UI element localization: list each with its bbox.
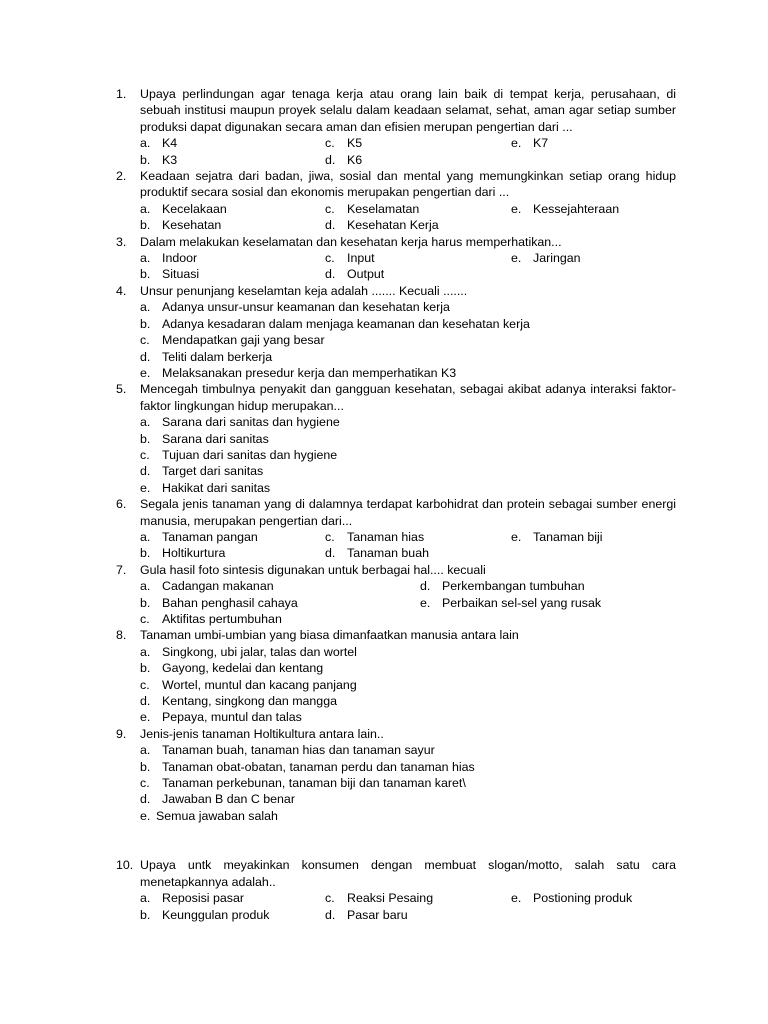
question-number: 6. — [116, 497, 127, 512]
question-7 — [116, 562, 676, 628]
question-row — [116, 283, 676, 299]
option-letter: b. — [140, 661, 151, 676]
question-row — [116, 627, 676, 643]
option-text: Tanaman obat-obatan, tanaman perdu dan tanaman hias — [162, 759, 475, 774]
question-4 — [116, 283, 676, 381]
answer-option — [140, 529, 325, 545]
question-10 — [116, 857, 676, 923]
option-text: Pasar baru — [347, 907, 408, 922]
option-text: Reaksi Pesaing — [347, 891, 434, 906]
option-letter: a. — [140, 136, 151, 151]
option-letter: c. — [140, 677, 150, 692]
option-letter: b. — [140, 546, 151, 561]
answer-option — [511, 250, 676, 266]
question-text: Upaya untk meyakinkan konsumen dengan membuat slogan/motto, salah satu cara menetapkannya adalah.. — [140, 858, 676, 889]
option-text: K6 — [347, 152, 363, 167]
answer-option — [140, 808, 676, 824]
question-text: Mencegah timbulnya penyakit dan gangguan kesehatan, sebagai akibat adanya interaksi faktor-faktor lingkungan hidup merupakan... — [140, 382, 676, 413]
option-text: Tanaman buah — [347, 546, 429, 561]
answer-option — [140, 217, 325, 233]
option-text: Holtikurtura — [162, 546, 226, 561]
option-text: Perkembangan tumbuhan — [442, 579, 585, 594]
question-number: 10. — [116, 858, 134, 873]
option-text: Keunggulan produk — [162, 907, 270, 922]
answer-option — [140, 250, 325, 266]
answer-option — [140, 299, 676, 315]
answer-option — [140, 480, 676, 496]
option-letter: a. — [140, 415, 151, 430]
option-letter: c. — [325, 201, 335, 216]
answer-option — [325, 135, 511, 151]
option-text: Tanaman hias — [347, 529, 425, 544]
option-letter: d. — [325, 218, 336, 233]
option-text: Wortel, muntul dan kacang panjang — [162, 677, 357, 692]
option-letter: e. — [511, 251, 522, 266]
question-row — [116, 381, 676, 414]
option-letter: b. — [140, 907, 151, 922]
option-letter: b. — [140, 316, 151, 331]
option-text: Kecelakaan — [162, 201, 227, 216]
option-text: Input — [347, 251, 375, 266]
question-text: Tanaman umbi-umbian yang biasa dimanfaatkan manusia antara lain — [140, 628, 519, 643]
question-number: 9. — [116, 726, 127, 741]
answer-option — [511, 890, 676, 906]
option-letter: a. — [140, 201, 151, 216]
question-2 — [116, 168, 676, 234]
option-text: Mendapatkan gaji yang besar — [162, 333, 325, 348]
answer-option — [325, 907, 511, 923]
answer-options — [140, 644, 676, 726]
answer-option — [511, 201, 676, 217]
answer-option — [325, 152, 511, 168]
option-letter: c. — [325, 891, 335, 906]
answer-option — [140, 545, 325, 561]
question-text: Keadaan sejatra dari badan, jiwa, sosial dan mental yang memungkinkan setiap orang hidup produktif secara sosial dan ekonomis merupakan pengertian dari ... — [140, 169, 676, 200]
option-text: Reposisi pasar — [162, 891, 244, 906]
option-text: Bahan penghasil cahaya — [162, 595, 298, 610]
option-letter: a. — [140, 743, 151, 758]
option-text: Singkong, ubi jalar, talas dan wortel — [162, 644, 357, 659]
option-letter: c. — [325, 251, 335, 266]
answer-option — [140, 135, 325, 151]
question-9 — [116, 726, 676, 824]
question-row — [116, 857, 676, 890]
option-letter: a. — [140, 300, 151, 315]
option-text: Melaksanakan presedur kerja dan memperhatikan K3 — [162, 365, 457, 380]
option-text: Jaringan — [533, 251, 581, 266]
answer-option — [140, 414, 676, 430]
answer-option — [511, 529, 676, 545]
option-letter: e. — [511, 529, 522, 544]
answer-option — [140, 266, 325, 282]
answer-option — [140, 759, 676, 775]
option-letter: b. — [140, 595, 151, 610]
option-text: K3 — [162, 152, 178, 167]
option-text: Jawaban B dan C benar — [162, 792, 295, 807]
option-letter: e. — [511, 891, 522, 906]
option-letter: e. — [511, 136, 522, 151]
option-letter: e. — [420, 595, 431, 610]
question-row — [116, 496, 676, 529]
option-text: Postioning produk — [533, 891, 633, 906]
question-text: Segala jenis tanaman yang di dalamnya terdapat karbohidrat dan protein sebagai sumber energi manusia, merupakan pengertian dari... — [140, 497, 676, 528]
answer-options — [140, 250, 676, 283]
answer-option — [140, 316, 676, 332]
question-row — [116, 726, 676, 742]
question-text: Upaya perlindungan agar tenaga kerja atau orang lain baik di tempat kerja, perusahaan, di sebuah institusi maupun proyek selalu dalam keadaan selamat, sehat, aman agar setiap sumber produksi dapat digunakan secara aman dan efisien merupan pengertian dari ... — [140, 87, 676, 134]
option-text: Output — [347, 267, 385, 282]
question-row — [116, 234, 676, 250]
answer-option — [325, 890, 511, 906]
answer-option — [140, 890, 325, 906]
option-letter: a. — [140, 891, 151, 906]
option-text: Aktifitas pertumbuhan — [162, 612, 282, 626]
option-letter: b. — [140, 759, 151, 774]
option-letter: d. — [140, 694, 151, 709]
question-text: Gula hasil foto sintesis digunakan untuk berbagai hal.... kecuali — [140, 562, 486, 577]
option-text: Kessejahteraan — [533, 201, 620, 216]
option-text: Tanaman buah, tanaman hias dan tanaman sayur — [162, 743, 435, 758]
question-number: 4. — [116, 283, 127, 298]
answer-option — [140, 349, 676, 365]
option-letter: b. — [140, 152, 151, 167]
question-number: 5. — [116, 382, 127, 397]
answer-option — [420, 578, 676, 594]
answer-option — [140, 693, 676, 709]
option-text: K7 — [533, 136, 549, 151]
option-text: Semua jawaban salah — [156, 808, 278, 823]
answer-option — [140, 709, 676, 725]
option-text: Tanaman perkebunan, tanaman biji dan tanaman karet\ — [162, 776, 466, 791]
question-number: 1. — [116, 87, 127, 101]
answer-option — [511, 135, 676, 151]
option-letter: d. — [140, 464, 151, 479]
answer-options — [140, 299, 676, 381]
option-text: Kesehatan — [162, 218, 222, 233]
option-letter: d. — [140, 792, 151, 807]
answer-option — [140, 677, 676, 693]
question-row — [116, 168, 676, 201]
option-letter: a. — [140, 579, 151, 594]
answer-option — [140, 775, 676, 791]
option-text: Hakikat dari sanitas — [162, 480, 271, 495]
option-text: Kentang, singkong dan mangga — [162, 694, 337, 709]
option-text: Indoor — [162, 251, 198, 266]
question-list — [116, 86, 676, 923]
option-letter: c. — [325, 529, 335, 544]
option-text: Gayong, kedelai dan kentang — [162, 661, 324, 676]
answer-option — [325, 529, 511, 545]
question-row — [116, 562, 676, 578]
answer-option — [140, 611, 420, 627]
question-number: 7. — [116, 562, 127, 577]
option-letter: a. — [140, 529, 151, 544]
answer-option — [325, 545, 511, 561]
answer-option — [140, 660, 676, 676]
answer-option — [140, 578, 420, 594]
option-letter: e. — [140, 480, 151, 495]
question-1 — [116, 86, 676, 168]
answer-options — [140, 414, 676, 496]
question-6 — [116, 496, 676, 562]
answer-option — [140, 365, 676, 381]
option-letter: e. — [140, 808, 151, 823]
answer-options — [140, 135, 676, 168]
option-text: Sarana dari sanitas — [162, 431, 269, 446]
option-text: Teliti dalam berkerja — [162, 349, 273, 364]
option-letter: e. — [140, 710, 151, 725]
option-text: Situasi — [162, 267, 200, 282]
answer-option — [140, 644, 676, 660]
answer-option — [140, 791, 676, 807]
question-text: Unsur penunjang keselamtan keja adalah ....... Kecuali ....... — [140, 283, 468, 298]
option-text: Tujuan dari sanitas dan hygiene — [162, 447, 338, 462]
answer-option — [140, 431, 676, 447]
option-letter: b. — [140, 218, 151, 233]
option-text: Target dari sanitas — [162, 464, 264, 479]
answer-options — [140, 578, 676, 627]
answer-options — [140, 890, 676, 923]
question-text: Jenis-jenis tanaman Holtikultura antara lain.. — [140, 726, 384, 741]
option-letter: b. — [140, 267, 151, 282]
option-text: Tanaman pangan — [162, 529, 258, 544]
question-3 — [116, 234, 676, 283]
answer-options — [140, 742, 676, 824]
answer-option — [140, 742, 676, 758]
option-text: Kesehatan Kerja — [347, 218, 439, 233]
option-letter: a. — [140, 644, 151, 659]
option-letter: c. — [325, 136, 335, 151]
option-text: Cadangan makanan — [162, 579, 274, 594]
option-text: Perbaikan sel-sel yang rusak — [442, 595, 602, 610]
answer-option — [325, 217, 511, 233]
question-number: 8. — [116, 628, 127, 643]
option-letter: d. — [325, 546, 336, 561]
answer-option — [325, 201, 511, 217]
option-letter: d. — [325, 267, 336, 282]
question-text: Dalam melakukan keselamatan dan kesehatan kerja harus memperhatikan... — [140, 234, 562, 249]
answer-option — [325, 266, 511, 282]
answer-option — [325, 250, 511, 266]
question-8 — [116, 627, 676, 725]
question-5 — [116, 381, 676, 496]
answer-option — [140, 201, 325, 217]
option-letter: d. — [140, 349, 151, 364]
answer-option — [420, 595, 676, 611]
option-letter: e. — [511, 201, 522, 216]
answer-option — [140, 332, 676, 348]
answer-options — [140, 529, 676, 562]
answer-option — [140, 447, 676, 463]
option-letter: b. — [140, 431, 151, 446]
answer-option — [140, 152, 325, 168]
option-letter: c. — [140, 333, 150, 348]
answer-option — [140, 595, 420, 611]
option-text: Tanaman biji — [533, 529, 603, 544]
option-text: Adanya kesadaran dalam menjaga keamanan dan kesehatan kerja — [162, 316, 530, 331]
option-letter: d. — [420, 579, 431, 594]
option-letter: e. — [140, 365, 151, 380]
option-text: Sarana dari sanitas dan hygiene — [162, 415, 340, 430]
option-letter: c. — [140, 776, 150, 791]
option-letter: d. — [325, 152, 336, 167]
question-row — [116, 86, 676, 135]
question-number: 2. — [116, 169, 127, 184]
answer-option — [140, 907, 325, 923]
option-letter: d. — [325, 907, 336, 922]
answer-options — [140, 201, 676, 234]
option-text: K4 — [162, 136, 178, 151]
option-text: Keselamatan — [347, 201, 420, 216]
option-letter: c. — [140, 447, 150, 462]
option-text: Adanya unsur-unsur keamanan dan kesehatan kerja — [162, 300, 450, 315]
answer-option — [140, 463, 676, 479]
question-number: 3. — [116, 234, 127, 249]
option-text: K5 — [347, 136, 363, 151]
option-text: Pepaya, muntul dan talas — [162, 710, 302, 725]
option-letter: a. — [140, 251, 151, 266]
option-letter: c. — [140, 612, 150, 626]
